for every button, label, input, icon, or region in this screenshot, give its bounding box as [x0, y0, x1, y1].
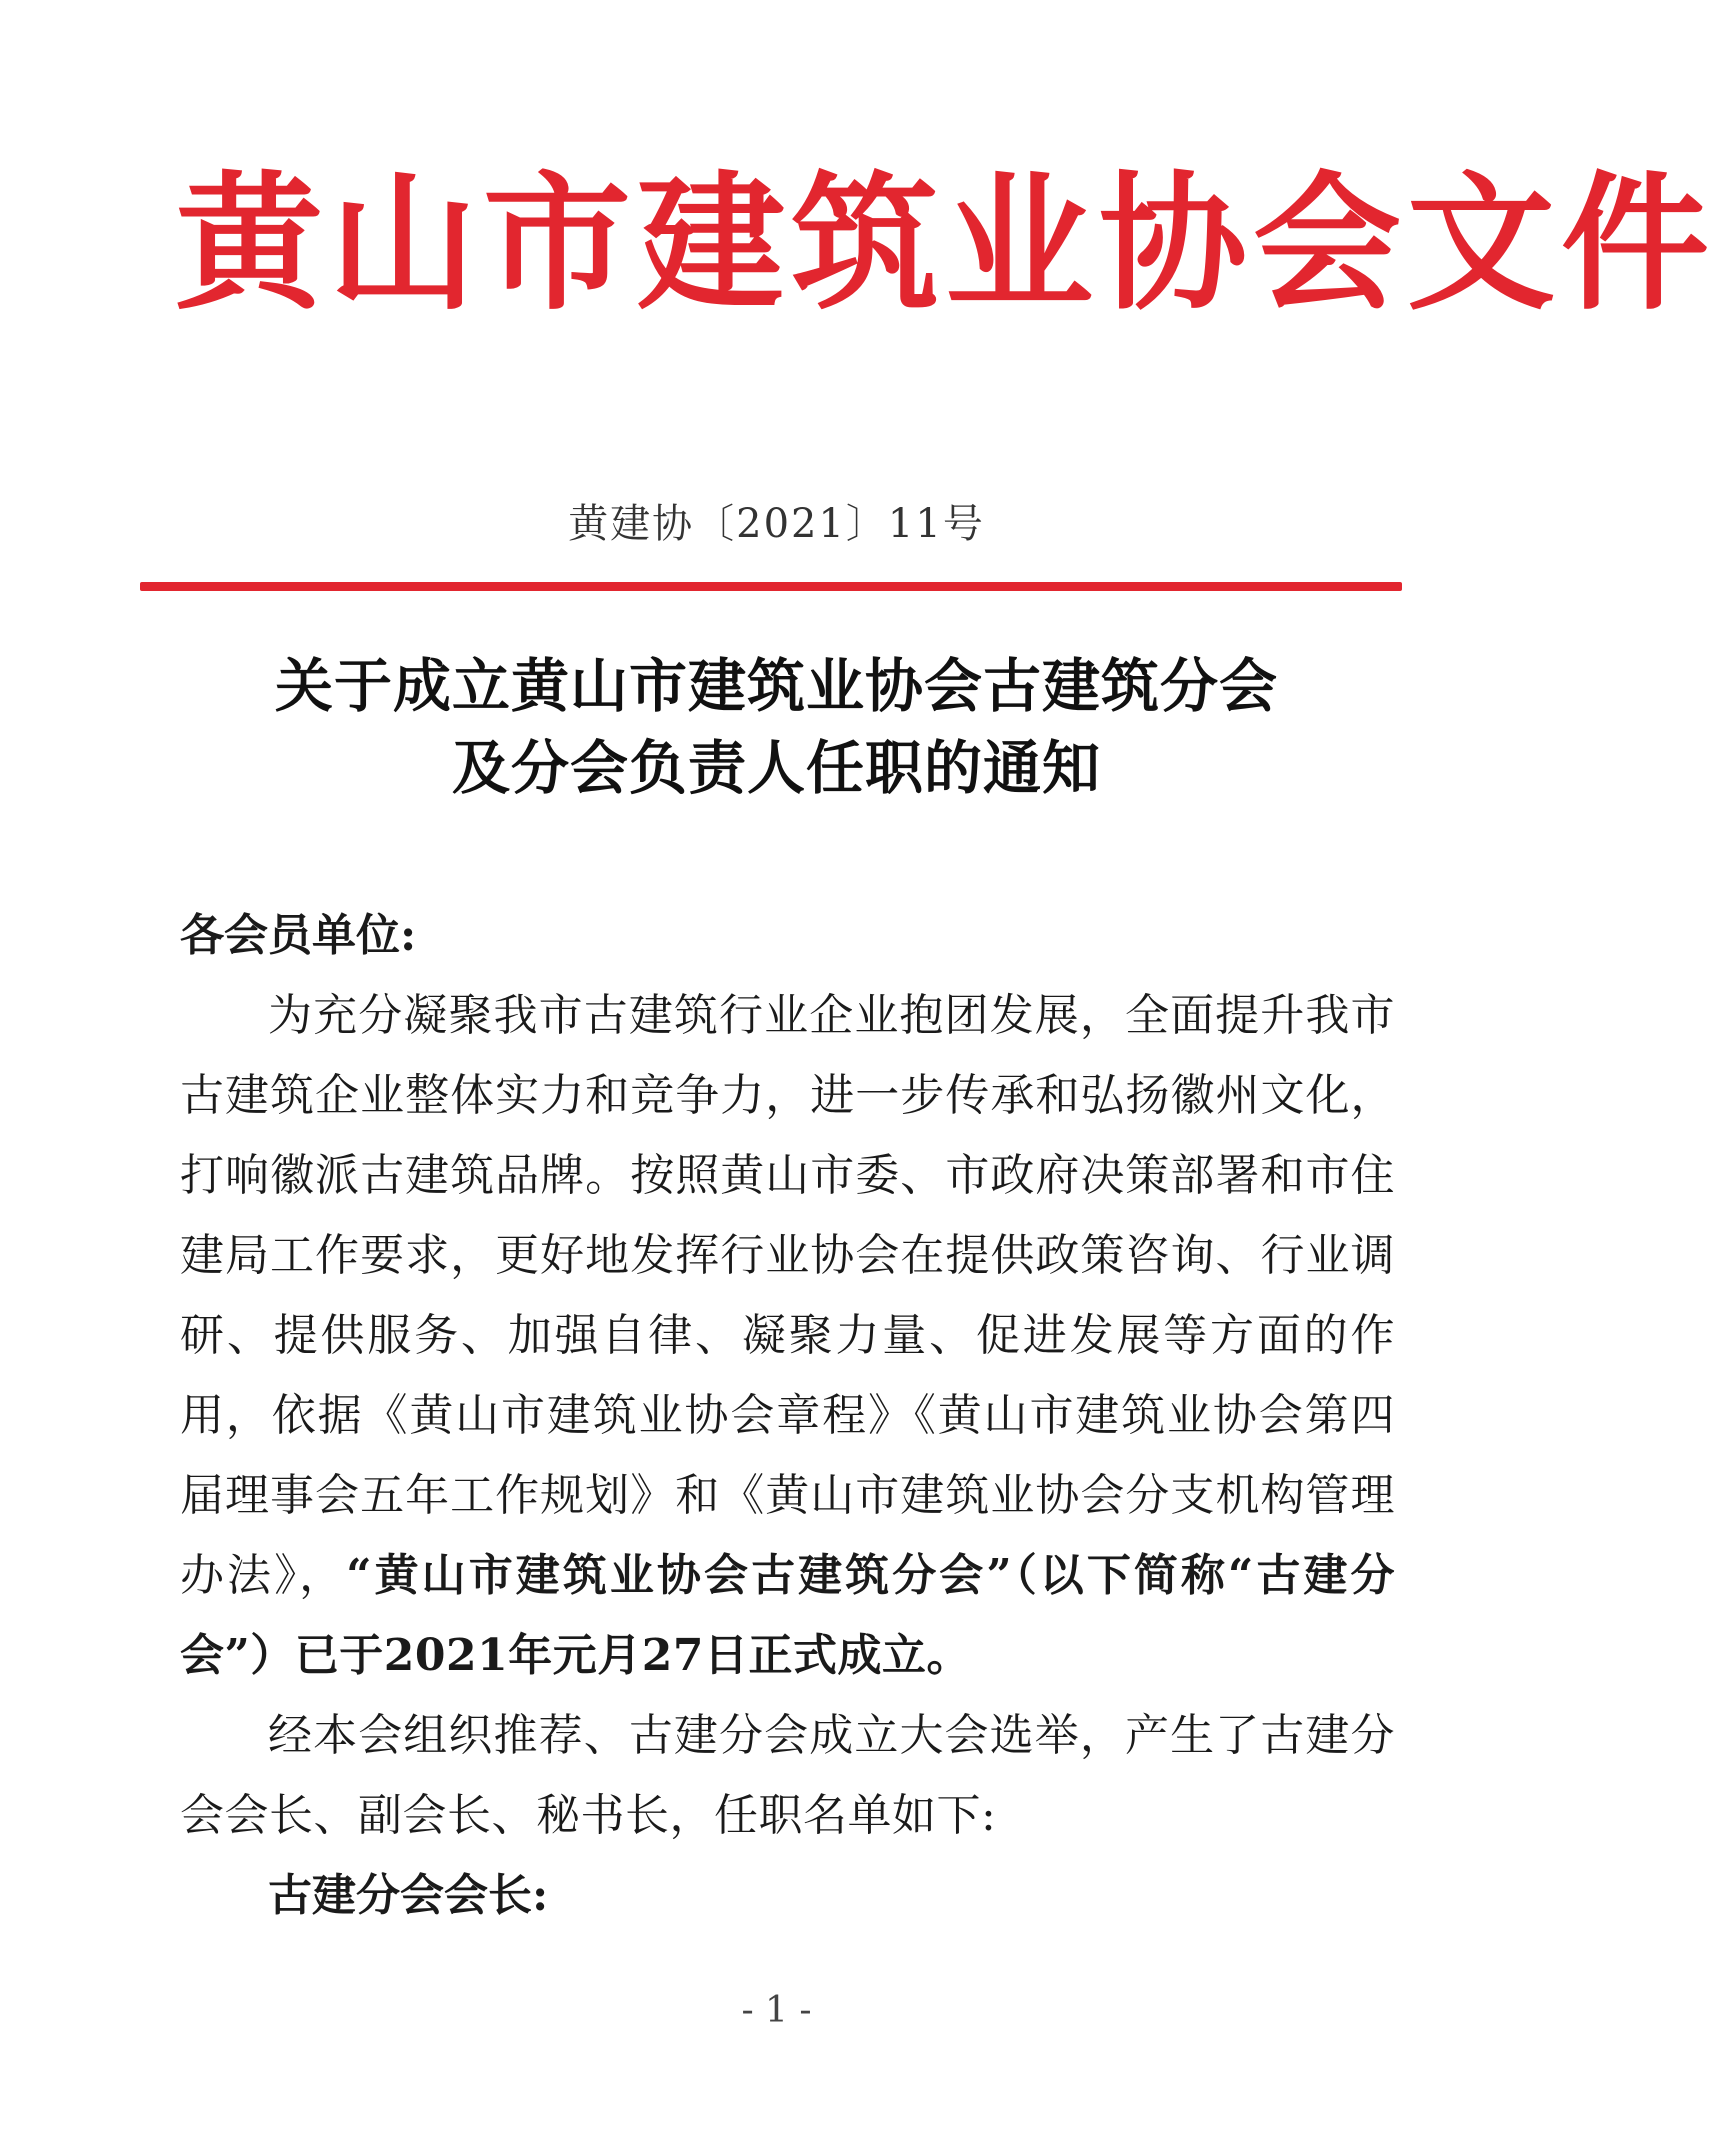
document-number: 黄建协〔2021〕11号	[568, 501, 985, 547]
page-number: - 1 -	[741, 1990, 812, 2031]
paragraph-1	[180, 976, 1395, 1696]
paragraph-2: 经本会组织推荐、古建分会成立大会选举，产生了古建分会会长、副会长、秘书长，任职名单如下:	[180, 1710, 1395, 1841]
section-label-president: 古建分会会长:	[268, 1870, 549, 1921]
notice-title	[0, 645, 1553, 809]
masthead-title: 黄山市建筑业协会文件	[175, 158, 1715, 330]
paragraph-1-bold-text: “黄山市建筑业协会古建筑分会”（以下简称“古建分会”）已于2021年元月27日正式成立。	[180, 1550, 1395, 1681]
notice-title-line-2: 及分会负责人任职的通知	[451, 734, 1101, 802]
salutation: 各会员单位:	[180, 910, 417, 961]
red-divider-line	[140, 582, 1402, 591]
notice-title-line-1: 关于成立黄山市建筑业协会古建筑分会	[274, 652, 1278, 720]
paragraph-1-text: 为充分凝聚我市古建筑行业企业抱团发展，全面提升我市古建筑企业整体实力和竞争力，进一步传承和弘扬徽州文化，打响徽派古建筑品牌。按照黄山市委、市政府决策部署和市住建局工作要求，更好地发挥行业协会在提供政策咨询、行业调研、提供服务、加强自律、凝聚力量、促进发展等方面的作用，依据《黄山市建筑业协会章程》《黄山市建筑业协会第四届理事会五年工作规划》和《黄山市建筑业协会分支机构管理办法》，	[180, 990, 1395, 1601]
document-body	[180, 896, 1395, 1936]
